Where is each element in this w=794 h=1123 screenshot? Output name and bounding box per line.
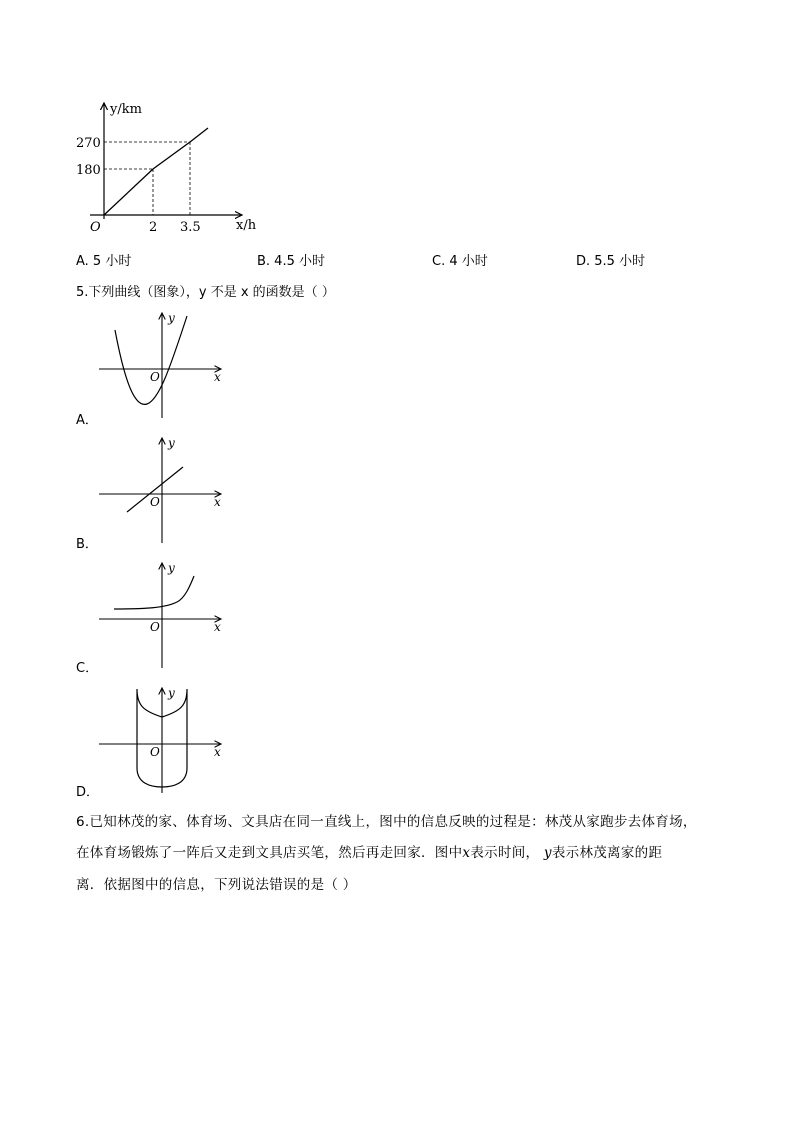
option-text: . 4.5 小时 — [265, 254, 325, 269]
origin-label: O — [150, 370, 160, 384]
q4-option-a[interactable] — [76, 250, 131, 269]
y-label: y — [168, 561, 175, 575]
option-letter: B — [257, 254, 266, 269]
option-letter: C — [432, 254, 442, 269]
y-axis-label: y/km — [110, 102, 142, 117]
option-text: . 5 小时 — [84, 254, 132, 269]
x-tick-3.5: 3.5 — [180, 220, 201, 235]
origin-label: O — [150, 495, 160, 509]
q5-option-a-label[interactable]: A． — [76, 413, 98, 428]
q4-option-c[interactable] — [432, 250, 488, 269]
option-text: . 5.5 小时 — [586, 254, 646, 269]
q5-option-c-label[interactable]: C． — [76, 661, 99, 676]
x-label: x — [214, 745, 221, 759]
q6-var-x: x — [462, 845, 471, 861]
option-text: . 4 小时 — [441, 254, 488, 269]
y-label: y — [168, 686, 175, 700]
q6-var-y: y — [543, 845, 552, 861]
q4-distance-time-graph — [70, 95, 270, 240]
parabola-curve — [115, 316, 187, 404]
y-label: y — [168, 311, 175, 325]
y-tick-180: 180 — [76, 163, 101, 178]
q6-line2-part-c: 表示林茂离家的距 — [551, 845, 663, 861]
exponential-curve — [114, 576, 194, 609]
q6-line2-part-a: 在体育场锻炼了一阵后又走到文具店买笔，然后再走回家．图中 — [76, 845, 463, 861]
origin-label: O — [90, 220, 101, 235]
origin-label: O — [150, 620, 160, 634]
q5-option-b-label[interactable]: B． — [76, 537, 98, 552]
q4-option-b[interactable] — [257, 250, 325, 269]
option-letter: D — [576, 254, 587, 269]
option-letter: A — [76, 254, 85, 269]
origin-label: O — [150, 745, 160, 759]
q6-stem-line1: 6.已知林茂的家、体育场、文具店在同一直线上，图中的信息反映的过程是：林茂从家跑步去体育场， — [76, 814, 697, 830]
x-label: x — [214, 495, 221, 509]
q6-stem-line2 — [76, 841, 662, 861]
x-axis-label: x/h — [236, 218, 257, 233]
x-tick-2: 2 — [149, 220, 158, 235]
q6-line2-part-b: 表示时间， — [470, 845, 540, 861]
q5-graph-a — [95, 308, 230, 423]
q5-stem: 5.下列曲线（图象），y 不是 x 的函数是（ ） — [76, 285, 335, 300]
q6-stem-line3: 离．依据图中的信息，下列说法错误的是（ ） — [76, 877, 357, 893]
x-label: x — [214, 370, 221, 384]
q5-graph-c — [95, 558, 230, 673]
q5-option-d-label[interactable]: D． — [76, 785, 100, 800]
q5-graph-d — [95, 683, 230, 798]
x-label: x — [214, 620, 221, 634]
q4-option-d[interactable] — [576, 250, 645, 269]
distance-line — [104, 128, 208, 215]
y-label: y — [168, 436, 175, 450]
y-tick-270: 270 — [76, 136, 101, 151]
q5-graph-b — [95, 433, 230, 548]
